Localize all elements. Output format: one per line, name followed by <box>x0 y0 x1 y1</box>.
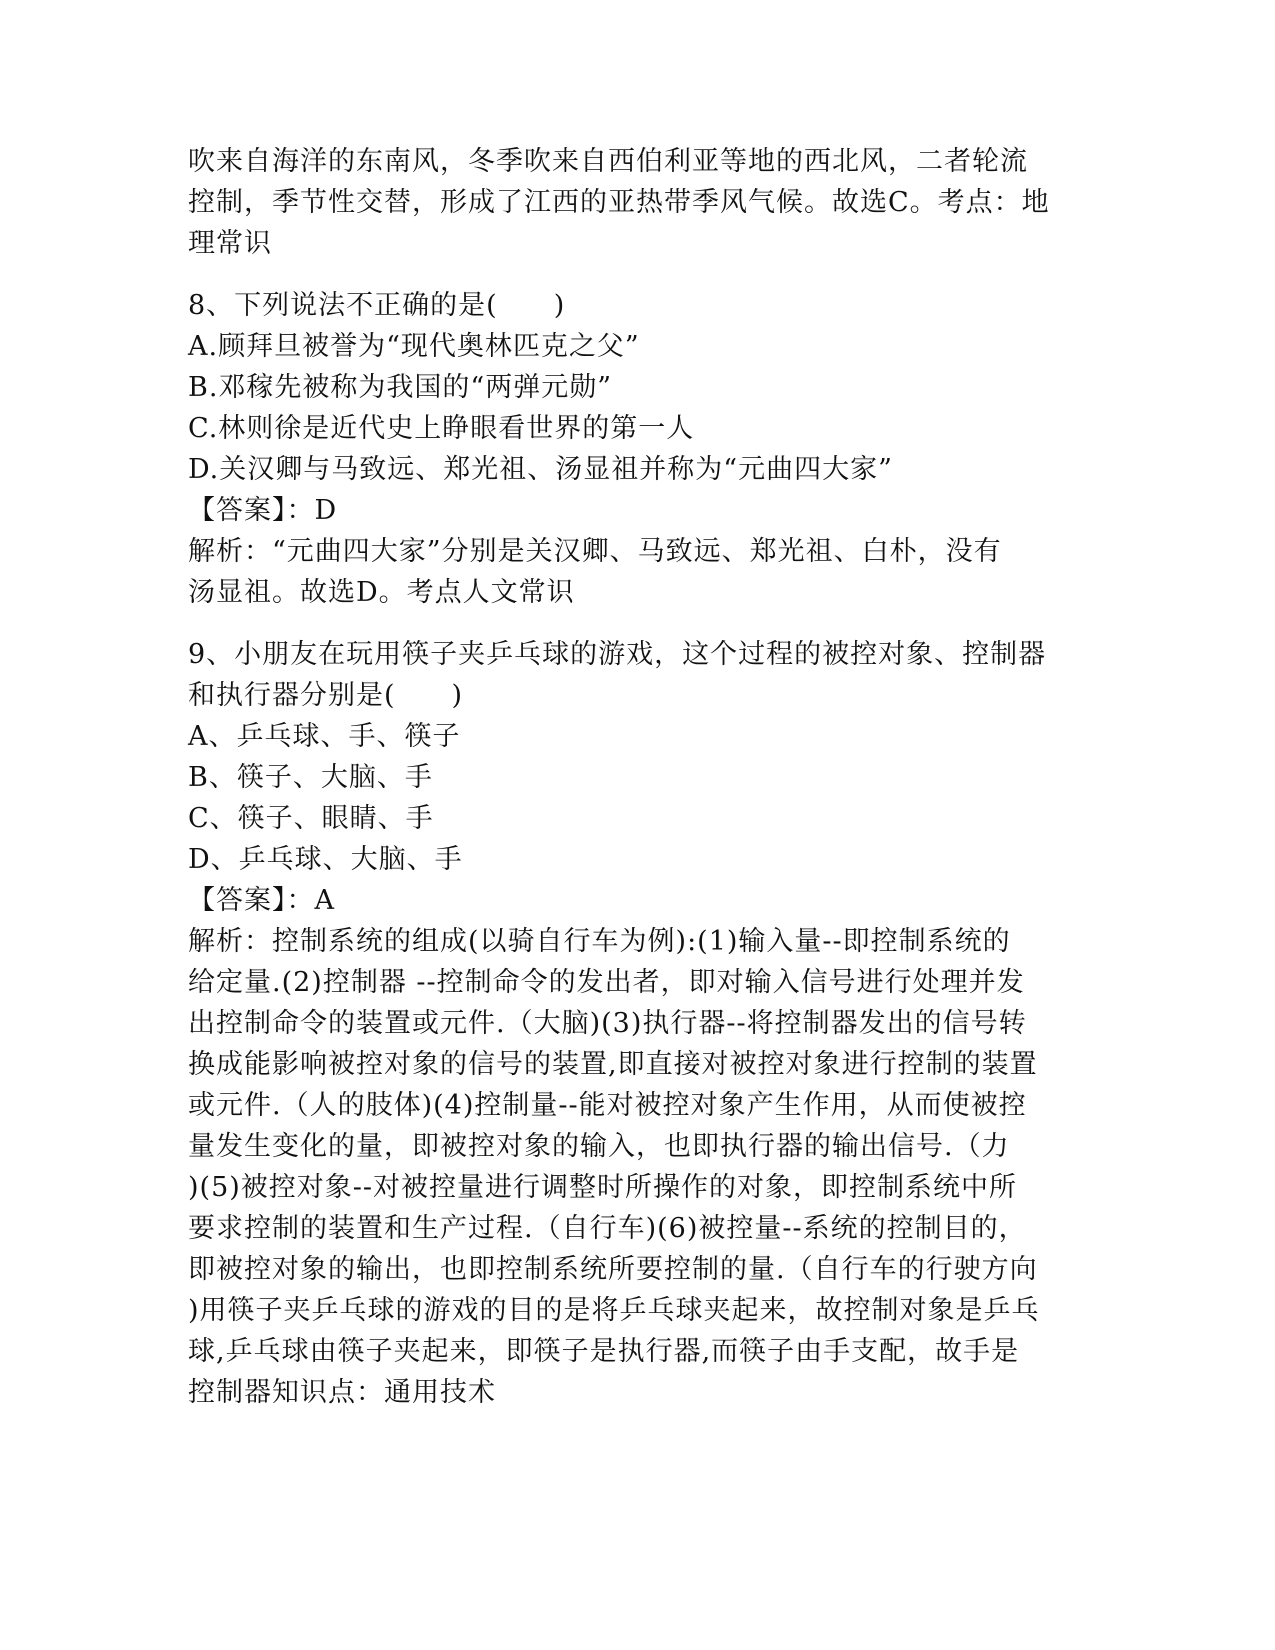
q8-option-d: D.关汉卿与马致远、郑光祖、汤显祖并称为“元曲四大家” <box>188 454 893 485</box>
q9-question-line-1: 9、小朋友在玩用筷子夹乒乓球的游戏，这个过程的被控对象、控制器 <box>188 639 1047 670</box>
q9-analysis-line-4: 换成能影响被控对象的信号的装置,即直接对被控对象进行控制的装置 <box>188 1049 1038 1080</box>
intro-line-2: 控制，季节性交替，形成了江西的亚热带季风气候。故选C。考点：地 <box>188 187 1050 218</box>
q9-analysis-line-10: )用筷子夹乒乓球的游戏的目的是将乒乓球夹起来，故控制对象是乒乓 <box>188 1295 1040 1326</box>
intro-line-3: 理常识 <box>188 228 272 259</box>
q9-analysis-line-7: )(5)被控对象--对被控量进行调整时所操作的对象，即控制系统中所 <box>188 1172 1018 1203</box>
q9-option-b: B、筷子、大脑、手 <box>188 762 433 793</box>
q9-analysis-line-8: 要求控制的装置和生产过程.（自行车)(6)被控量--系统的控制目的， <box>188 1213 1027 1244</box>
q8-analysis-line-1: 解析：“元曲四大家”分别是关汉卿、马致远、郑光祖、白朴，没有 <box>188 536 1002 567</box>
q9-analysis-line-3: 出控制命令的装置或元件.（大脑)(3)执行器--将控制器发出的信号转 <box>188 1008 1027 1039</box>
intro-line-1: 吹来自海洋的东南风，冬季吹来自西伯利亚等地的西北风，二者轮流 <box>188 146 1028 177</box>
q9-analysis-line-1: 解析：控制系统的组成(以骑自行车为例):(1)输入量--即控制系统的 <box>188 926 1011 957</box>
q9-question-line-2: 和执行器分别是( ) <box>188 680 464 711</box>
q9-answer: 【答案】：A <box>188 885 335 916</box>
q9-analysis-line-11: 球,乒乓球由筷子夹起来，即筷子是执行器,而筷子由手支配，故手是 <box>188 1336 1020 1367</box>
q9-analysis-line-2: 给定量.(2)控制器 --控制命令的发出者，即对输入信号进行处理并发 <box>188 967 1025 998</box>
q8-analysis-line-2: 汤显祖。故选D。考点人文常识 <box>188 577 575 608</box>
q9-option-d: D、乒乓球、大脑、手 <box>188 844 463 875</box>
q9-option-c: C、筷子、眼睛、手 <box>188 803 434 834</box>
q8-option-c: C.林则徐是近代史上睁眼看世界的第一人 <box>188 413 695 444</box>
q8-answer: 【答案】：D <box>188 495 338 526</box>
q9-analysis-line-6: 量发生变化的量，即被控对象的输入，也即执行器的输出信号.（力 <box>188 1131 1010 1162</box>
q9-analysis-line-9: 即被控对象的输出，也即控制系统所要控制的量.（自行车的行驶方向 <box>188 1254 1038 1285</box>
q8-option-b: B.邓稼先被称为我国的“两弹元勋” <box>188 372 613 403</box>
q8-option-a: A.顾拜旦被誉为“现代奥林匹克之父” <box>188 331 640 362</box>
q9-option-a: A、乒乓球、手、筷子 <box>188 721 461 752</box>
q9-analysis-line-12: 控制器知识点：通用技术 <box>188 1377 496 1408</box>
q8-question: 8、下列说法不正确的是( ) <box>188 290 566 321</box>
q9-analysis-line-5: 或元件.（人的肢体)(4)控制量--能对被控对象产生作用，从而使被控 <box>188 1090 1027 1121</box>
